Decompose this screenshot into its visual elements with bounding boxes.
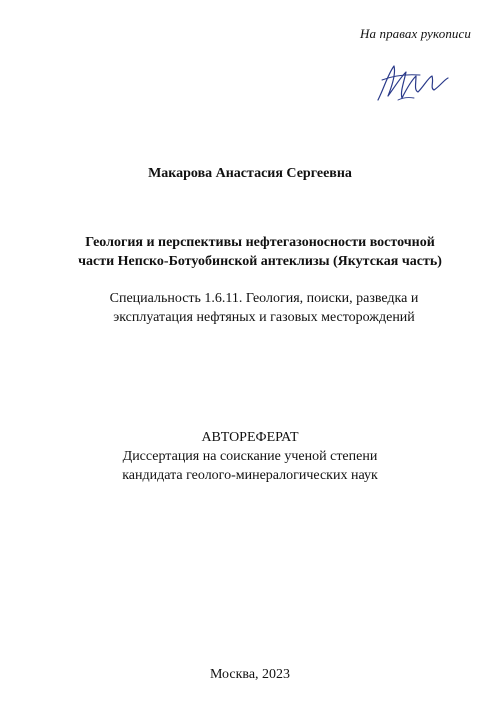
author-name: Макарова Анастасия Сергеевна	[148, 166, 352, 181]
abstract-block	[0, 428, 500, 485]
thesis-title-line: части Непско-Ботуобинской антеклизы (Якутская часть)	[78, 254, 442, 269]
handwritten-signature	[372, 60, 452, 106]
specialty-line: Специальность 1.6.11. Геология, поиски, разведка и	[109, 291, 419, 306]
thesis-title	[60, 233, 460, 271]
rights-notice: На правах рукописи	[360, 26, 471, 41]
city-year: Москва, 2023	[209, 667, 291, 682]
degree-line: кандидата геолого-минералогических наук	[122, 468, 378, 483]
specialty-text	[54, 289, 474, 327]
abstract-heading: АВТОРЕФЕРАТ	[201, 430, 299, 445]
specialty-line: эксплуатация нефтяных и газовых месторождений	[113, 310, 415, 325]
degree-line: Диссертация на соискание ученой степени	[122, 449, 378, 464]
thesis-title-line: Геология и перспективы нефтегазоносности восточной	[85, 235, 435, 250]
